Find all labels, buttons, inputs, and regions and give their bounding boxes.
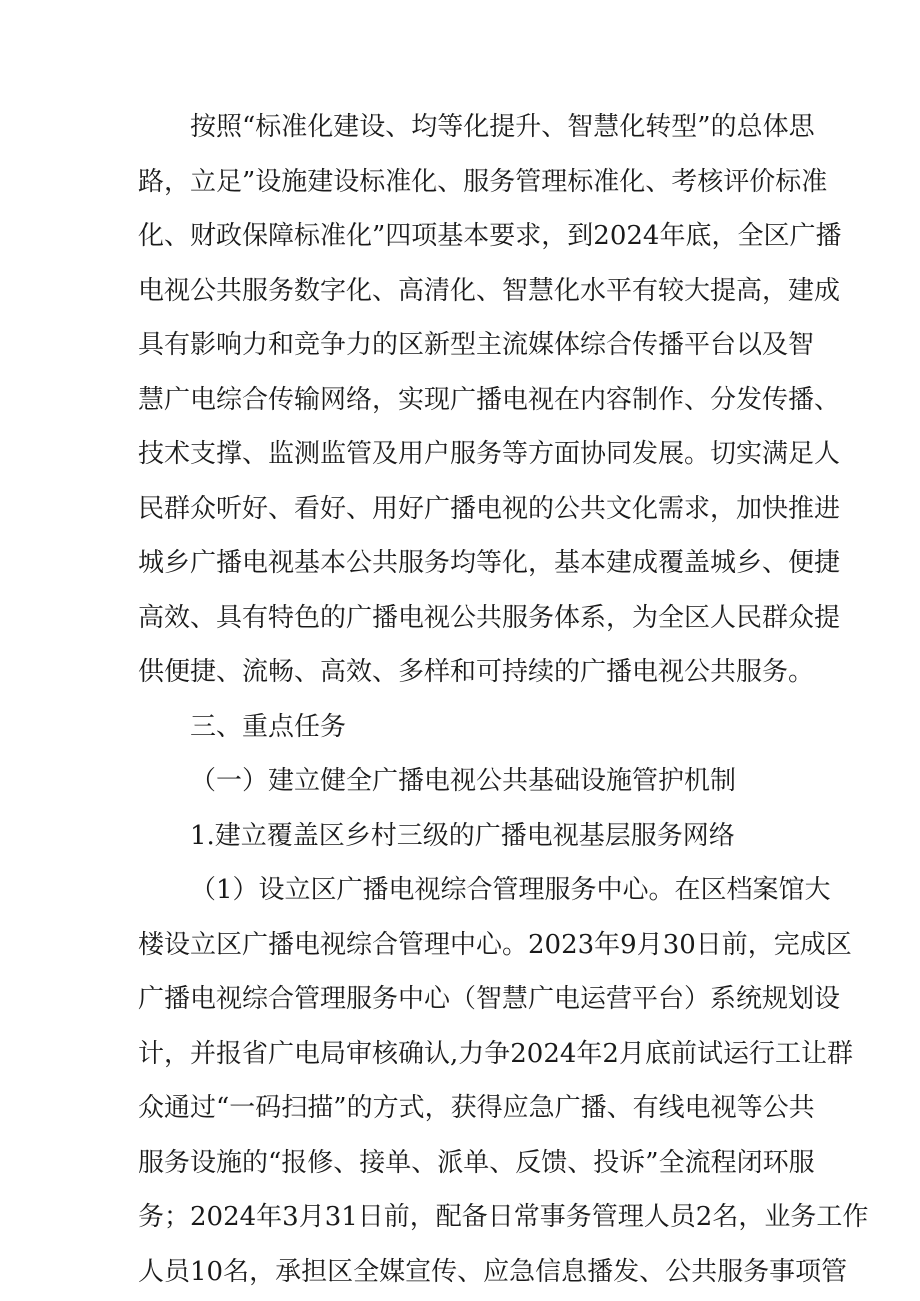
text-line: 电视公共服务数字化、高清化、智慧化水平有较大提高，建成 xyxy=(138,275,841,306)
text-line: 广播电视综合管理服务中心（智慧广电运营平台）系统规划设 xyxy=(138,984,841,1014)
text-line: 务；2024年3月31日前，配备日常事务管理人员2名，业务工作 xyxy=(138,1202,869,1232)
text-line: 楼设立区广播电视综合管理中心。2023年9月30日前，完成区 xyxy=(138,929,852,960)
text-line: 具有影响力和竞争力的区新型主流媒体综合传播平台以及智 xyxy=(138,330,815,360)
text-line: 民群众听好、看好、用好广播电视的公共文化需求，加快推进 xyxy=(138,493,841,524)
text-line: （一）建立健全广播电视公共基础设施管护机制 xyxy=(190,766,737,796)
text-line: 1.建立覆盖区乡村三级的广播电视基层服务网络 xyxy=(190,820,735,851)
text-line: 城乡广播电视基本公共服务均等化，基本建成覆盖城乡、便捷 xyxy=(138,548,841,578)
text-line: 人员10名，承担区全媒宣传、应急信息播发、公共服务事项管 xyxy=(138,1256,848,1287)
text-line: 供便捷、流畅、高效、多样和可持续的广播电视公共服务。 xyxy=(138,657,815,687)
text-line: 众通过“一码扫描”的方式，获得应急广播、有线电视等公共 xyxy=(138,1093,815,1123)
text-line: 三、重点任务 xyxy=(190,711,347,742)
text-line: （1）设立区广播电视综合管理服务中心。在区档案馆大 xyxy=(190,875,831,905)
text-line: 高效、具有特色的广播电视公共服务体系，为全区人民群众提 xyxy=(138,602,841,633)
document-body xyxy=(138,100,869,1299)
text-line: 服务设施的“报修、接单、派单、反馈、投诉”全流程闭环服 xyxy=(138,1147,815,1178)
text-line: 按照“标准化建设、均等化提升、智慧化转型”的总体思 xyxy=(190,112,815,142)
text-line: 化、财政保障标准化”四项基本要求，到2024年底，全区广播 xyxy=(138,221,842,251)
text-line: 技术支撑、监测监管及用户服务等方面协同发展。切实满足人 xyxy=(138,439,841,469)
text-line: 计，并报省广电局审核确认,力争2024年2月底前试运行工让群 xyxy=(138,1038,853,1069)
text-line: 慧广电综合传输网络，实现广播电视在内容制作、分发传播、 xyxy=(138,384,841,415)
text-line: 路，立足”设施建设标准化、服务管理标准化、考核评价标准 xyxy=(138,166,828,197)
